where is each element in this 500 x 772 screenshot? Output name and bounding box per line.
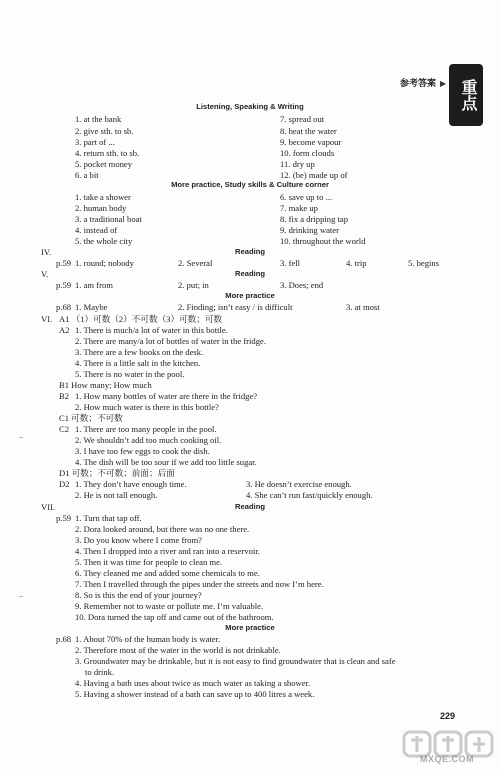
list-item: 1. Turn that tap off. (75, 513, 142, 523)
scan-mark (19, 596, 23, 597)
list-item: 1. take a shower (75, 192, 131, 202)
page-ref: p.68 (56, 634, 72, 644)
page-ref: p.68 (56, 302, 72, 312)
list-item: 2. Finding; isn’t easy / is difficult (178, 302, 293, 312)
page-number: 229 (440, 711, 456, 721)
list-item: 8. So is this the end of your journey? (75, 590, 202, 600)
section-title-v-more-practice: More practice (225, 291, 275, 300)
list-item: 1. About 70% of the human body is water. (75, 634, 221, 644)
list-item: 2. There are many/a lot of bottles of water in the fridge. (75, 336, 266, 346)
answer-c1: C1 可数；不可数 (59, 413, 123, 423)
list-item: 4. The dish will be too sour if we add too little sugar. (75, 457, 257, 467)
list-item: 1. How many bottles of water are there in the fridge? (75, 391, 258, 401)
page-ref: p.59 (56, 258, 72, 268)
list-item: 1. They don’t have enough time. (75, 479, 187, 489)
section-number-vi: VI. (41, 314, 53, 324)
list-item: 2. put; in (178, 280, 209, 290)
scan-mark (19, 437, 23, 438)
list-item: 9. drinking water (280, 225, 339, 235)
list-item: 3. Groundwater may be drinkable, but it is not easy to find groundwater that is clean and safe (75, 656, 396, 666)
watermark-text: MXQE.COM (420, 754, 475, 764)
section-number-v: V. (41, 269, 49, 279)
list-item: 11. dry up (280, 159, 315, 169)
list-item: 2. How much water is there in this bottle? (75, 402, 219, 412)
list-item: 3. Does; end (280, 280, 324, 290)
list-item: 6. save up to ... (280, 192, 333, 202)
list-item: 3. fell (280, 258, 301, 268)
section-title-v: Reading (235, 269, 265, 278)
list-item: 3. There are a few books on the desk. (75, 347, 204, 357)
answer-a1: A1 （1）可数（2）不可数（3）可数；可数 (59, 314, 223, 324)
list-item: 4. Having a bath uses about twice as much water as taking a shower. (75, 678, 311, 688)
list-item: 4. return sth. to sb. (75, 148, 140, 158)
list-item: 2. Dora looked around, but there was no one there. (75, 524, 250, 534)
list-item: 1. There is much/a lot of water in this bottle. (75, 325, 228, 335)
list-item: 3. I have too few eggs to cook the dish. (75, 446, 210, 456)
section-title-lsw: Listening, Speaking & Writing (196, 102, 304, 111)
section-title-iv: Reading (235, 247, 265, 256)
list-item: 8. heat the water (280, 126, 337, 136)
list-item: 6. a bit (75, 170, 99, 180)
list-item: 5. There is no water in the pool. (75, 369, 185, 379)
list-item: 7. spread out (280, 114, 325, 124)
list-item: 9. become vapour (280, 137, 342, 147)
label-b2: B2 (59, 391, 70, 401)
list-item: 2. give sth. to sb. (75, 126, 134, 136)
section-number-iv: IV. (41, 247, 52, 257)
list-item: 6. They cleaned me and added some chemicals to me. (75, 568, 260, 578)
list-item: 2. Therefore most of the water in the world is not drinkable. (75, 645, 281, 655)
list-item: 4. There is a little salt in the kitchen. (75, 358, 201, 368)
list-item: 4. trip (346, 258, 367, 268)
header-label: 参考答案 (400, 78, 437, 88)
logo: 重点 (449, 64, 483, 126)
label-a2: A2 (59, 325, 70, 335)
answer-b1: B1 How many; How much (59, 380, 152, 390)
list-item: 2. We shouldn’t add too much cooking oil. (75, 435, 222, 445)
list-item: 10. Dora turned the tap off and came out of the bathroom. (75, 612, 274, 622)
list-item: 3. at most (346, 302, 380, 312)
list-item: 3. a traditional boat (75, 214, 142, 224)
list-item: 5. pocket money (75, 159, 133, 169)
header-arrow-icon: ▶ (440, 79, 447, 88)
list-item: 5. the whole city (75, 236, 133, 246)
list-item: 9. Remember not to waste or pollute me. I’m valuable. (75, 601, 264, 611)
page-ref: p.59 (56, 280, 72, 290)
list-item: 3. He doesn’t exercise enough. (246, 479, 352, 489)
list-item: to drink. (85, 667, 115, 677)
list-item: 5. Then it was time for people to clean me. (75, 557, 223, 567)
list-item: 4. Then I dropped into a river and ran into a reservoir. (75, 546, 260, 556)
list-item: 10. form clouds (280, 148, 335, 158)
list-item: 4. instead of (75, 225, 118, 235)
answer-d1: D1 可数；不可数；前面；后面 (59, 468, 175, 478)
list-item: 8. fix a dripping tap (280, 214, 349, 224)
list-item: 12. (be) made up of (280, 170, 348, 180)
list-item: 5. Having a shower instead of a bath can save up to 400 litres a week. (75, 689, 315, 699)
list-item: 1. round; nobody (75, 258, 134, 268)
list-item: 1. at the bank (75, 114, 122, 124)
list-item: 2. Several (178, 258, 213, 268)
section-title-vii: Reading (235, 502, 265, 511)
label-d2: D2 (59, 479, 70, 489)
list-item: 4. She can’t run fast/quickly enough. (246, 490, 373, 500)
label-c2: C2 (59, 424, 70, 434)
list-item: 1. Maybe (75, 302, 108, 312)
list-item: 2. He is not tall enough. (75, 490, 158, 500)
list-item: 7. make up (280, 203, 318, 213)
list-item: 5. begins (408, 258, 440, 268)
list-item: 2. human body (75, 203, 127, 213)
section-title-more-practice: More practice, Study skills & Culture corner (171, 180, 329, 189)
section-title-vii-more-practice: More practice (225, 623, 275, 632)
page-ref: p.59 (56, 513, 72, 523)
list-item: 3. Do you know where I come from? (75, 535, 202, 545)
list-item: 3. part of ... (75, 137, 115, 147)
list-item: 1. am from (75, 280, 113, 290)
list-item: 7. Then I travelled through the pipes under the streets and now I’m here. (75, 579, 324, 589)
list-item: 1. There are too many people in the pool. (75, 424, 217, 434)
list-item: 10. throughout the world (280, 236, 366, 246)
section-number-vii: VII. (41, 502, 56, 512)
